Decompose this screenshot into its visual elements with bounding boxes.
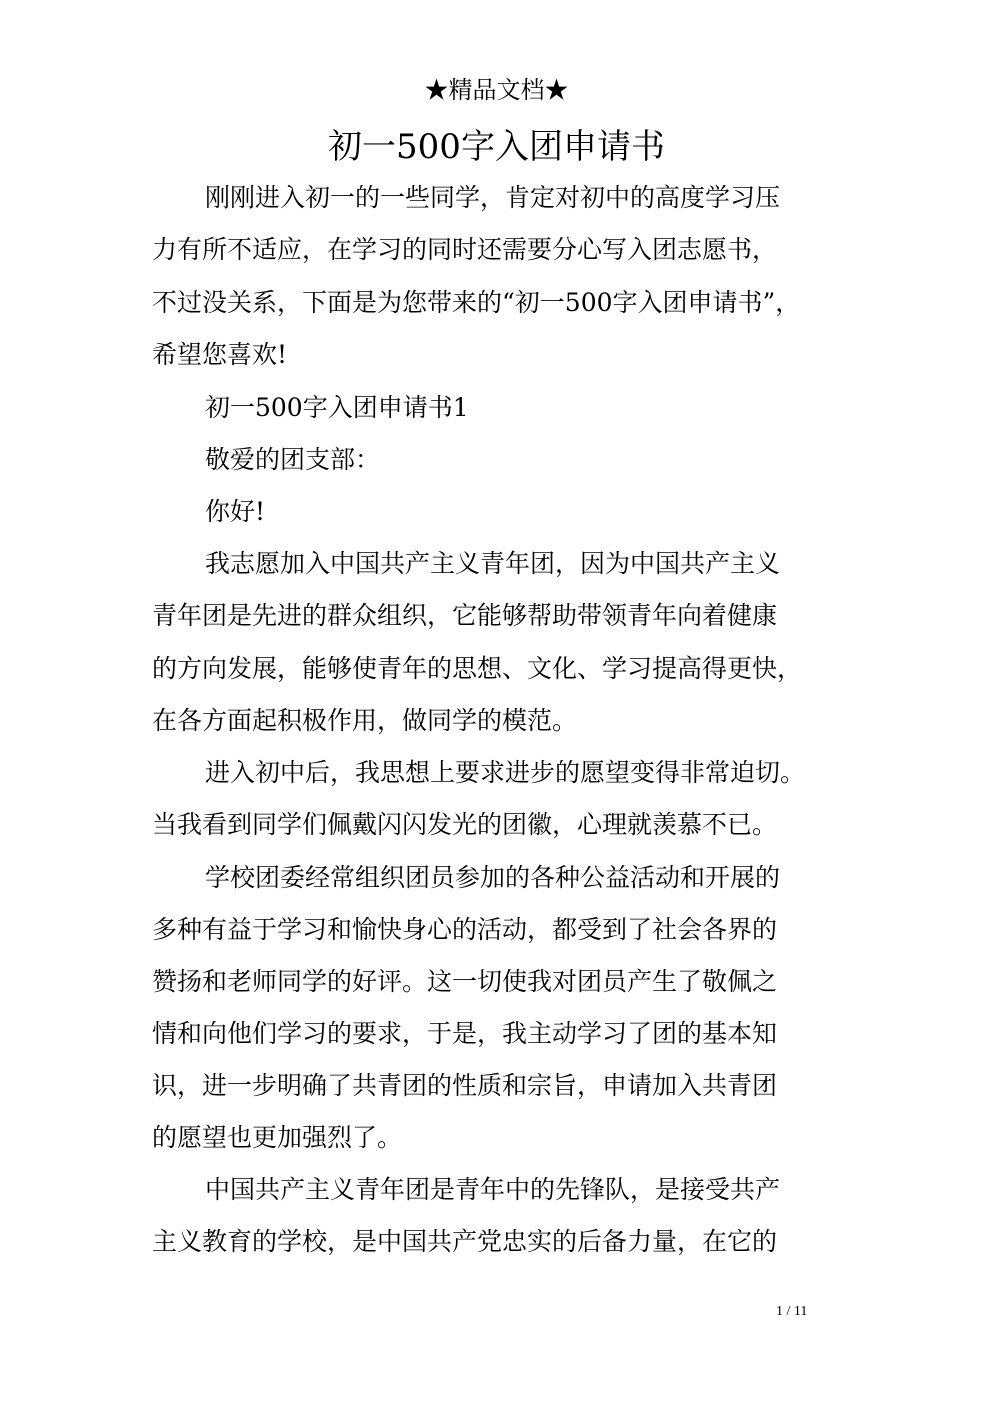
paragraph-line: 在各方面起积极作用，做同学的模范。 bbox=[152, 706, 578, 735]
paragraph-line: 主义教育的学校，是中国共产党忠实的后备力量，在它的 bbox=[152, 1227, 778, 1256]
salutation: 敬爱的团支部： bbox=[205, 445, 381, 474]
paragraph-line: 希望您喜欢! bbox=[152, 340, 288, 369]
greeting: 你好! bbox=[205, 497, 266, 526]
paragraph-line: 不过没关系，下面是为您带来的“初一500字入团申请书”， bbox=[152, 288, 801, 317]
paragraph-line: 学校团委经常组织团员参加的各种公益活动和开展的 bbox=[205, 863, 781, 892]
paragraph-line: 识，进一步明确了共青团的性质和宗旨，申请加入共青团 bbox=[152, 1071, 778, 1100]
paragraph-line: 我志愿加入中国共产主义青年团，因为中国共产主义 bbox=[205, 549, 781, 578]
paragraph-line: 赞扬和老师同学的好评。这一切使我对团员产生了敬佩之 bbox=[152, 967, 778, 996]
paragraph-line: 的方向发展，能够使青年的思想、文化、学习提高得更快， bbox=[152, 654, 803, 683]
header-banner: ★精品文档★ bbox=[424, 76, 569, 104]
paragraph-line: 青年团是先进的群众组织，它能够帮助带领青年向着健康 bbox=[152, 601, 778, 630]
paragraph-line: 刚刚进入初一的一些同学，肯定对初中的高度学习压 bbox=[205, 183, 781, 212]
paragraph-line: 的愿望也更加强烈了。 bbox=[152, 1123, 403, 1152]
paragraph-line: 当我看到同学们佩戴闪闪发光的团徽，心理就羡慕不已。 bbox=[152, 810, 778, 839]
section-heading: 初一500字入团申请书1 bbox=[205, 393, 469, 422]
paragraph-line: 力有所不适应，在学习的同时还需要分心写入团志愿书， bbox=[152, 235, 778, 264]
page-title: 初一500字入团申请书 bbox=[328, 127, 665, 167]
page-number: 1 / 11 bbox=[776, 1304, 808, 1319]
paragraph-line: 中国共产主义青年团是青年中的先锋队，是接受共产 bbox=[205, 1175, 781, 1204]
paragraph-line: 多种有益于学习和愉快身心的活动，都受到了社会各界的 bbox=[152, 915, 778, 944]
paragraph-line: 进入初中后，我思想上要求进步的愿望变得非常迫切。 bbox=[205, 758, 806, 787]
paragraph-line: 情和向他们学习的要求，于是，我主动学习了团的基本知 bbox=[152, 1019, 778, 1048]
